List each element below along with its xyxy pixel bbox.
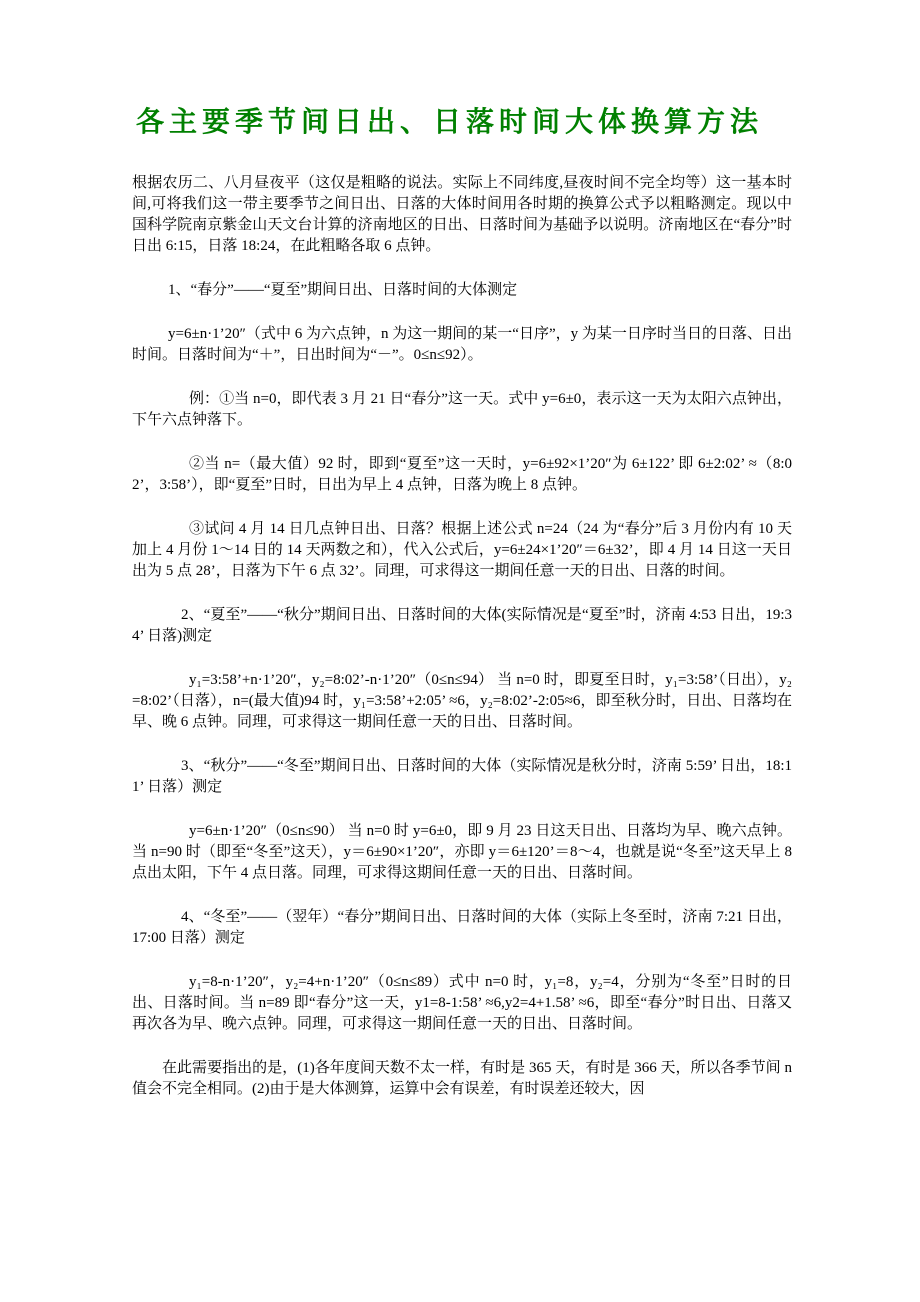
document-title: 各主要季节间日出、日落时间大体换算方法 — [136, 106, 764, 137]
section-3-formula: y=6±n·1’20″（0≤n≤90） 当 n=0 时 y=6±0，即 9 月 23 日这天日出、日落均为早、晚六点钟。当 n=90 时（即至“冬至”这天），y＝6±90×1’20″，亦即 y＝6±120’＝8～4，也就是说“冬至”这天早上 8 点出太阳，下午 4 点日落。同理，可求得这期间任意一天的日出、日落时间。 — [132, 823, 792, 881]
section-2-formula: y₁=3:58’+n·1’20″，y₂=8:02’-n·1’20″（0≤n≤94） 当 n=0 时，即夏至日时，y₁=3:58’（日出），y₂=8:02’（日落），n=(最大值)94 时，y₁=3:58’+2:05’ ≈6，y₂=8:02’-2:05≈6，即至秋分时，日出、日落均在早、晚 6 点钟。同理，可求得这一期间任意一天的日出、日落时间。 — [132, 672, 792, 730]
example-3-paragraph: ③试问 4 月 14 日几点钟日出、日落？根据上述公式 n=24（24 为“春分”后 3 月份内有 10 天加上 4 月份 1～14 日的 14 天两数之和），代入公式后，y=6±24×1’20″＝6±32’，即 4 月 14 日这一天日出为 5 点 28’，日落为下午 6 点 32’。同理，可求得这一期间任意一天的日出、日落的时间。 — [132, 521, 792, 579]
section-2-heading: 2、“夏至”——“秋分”期间日出、日落时间的大体(实际情况是“夏至”时，济南 4:53 日出，19:34’ 日落)测定 — [132, 607, 792, 644]
section-1-formula: y=6±n·1’20″（式中 6 为六点钟，n 为这一期间的某一“日序”，y 为某一日序时当日的日落、日出时间。日落时间为“＋”，日出时间为“－”。0≤n≤92）。 — [132, 326, 792, 363]
section-3-heading: 3、“秋分”——“冬至”期间日出、日落时间的大体（实际情况是秋分时，济南 5:59’ 日出，18:11’ 日落）测定 — [132, 758, 792, 795]
section-4-heading: 4、“冬至”——（翌年）“春分”期间日出、日落时间的大体（实际上冬至时，济南 7:21 日出，17:00 日落）测定 — [132, 909, 792, 946]
section-4-formula: y₁=8-n·1’20″，y₂=4+n·1’20″（0≤n≤89）式中 n=0 时，y₁=8，y₂=4，分别为“冬至”日时的日出、日落时间。当 n=89 即“春分”这一天，y1=8-1:58’ ≈6,y2=4+1.58’ ≈6，即至“春分”时日出、日落又再次各为早、晚六点钟。同理，可求得这一期间任意一天的日出、日落时间。 — [132, 974, 792, 1032]
section-1-heading: 1、“春分”——“夏至”期间日出、日落时间的大体测定 — [168, 282, 518, 298]
example-1-paragraph: 例：①当 n=0，即代表 3 月 21 日“春分”这一天。式中 y=6±0，表示这一天为太阳六点钟出，下午六点钟落下。 — [132, 391, 792, 428]
closing-note: 在此需要指出的是，(1)各年度间天数不太一样，有时是 365 天，有时是 366 天，所以各季节间 n 值会不完全相同。(2)由于是大体测算，运算中会有误差，有时误差还较大，因 — [132, 1060, 792, 1097]
example-2-paragraph: ②当 n=（最大值）92 时，即到“夏至”这一天时，y=6±92×1’20″为 6±122’ 即 6±2:02’ ≈（8:02’，3:58’），即“夏至”日时，日出为早上 4 点钟，日落为晚上 8 点钟。 — [132, 456, 792, 493]
intro-paragraph: 根据农历二、八月昼夜平（这仅是粗略的说法。实际上不同纬度,昼夜时间不完全均等）这一基本时间,可将我们这一带主要季节之间日出、日落的大体时间用各时期的换算公式予以粗略测定。现以中国科学院南京紫金山天文台计算的济南地区的日出、日落时间为基础予以说明。济南地区在“春分”时日出 6:15，日落 18:24，在此粗略各取 6 点钟。 — [132, 175, 792, 254]
